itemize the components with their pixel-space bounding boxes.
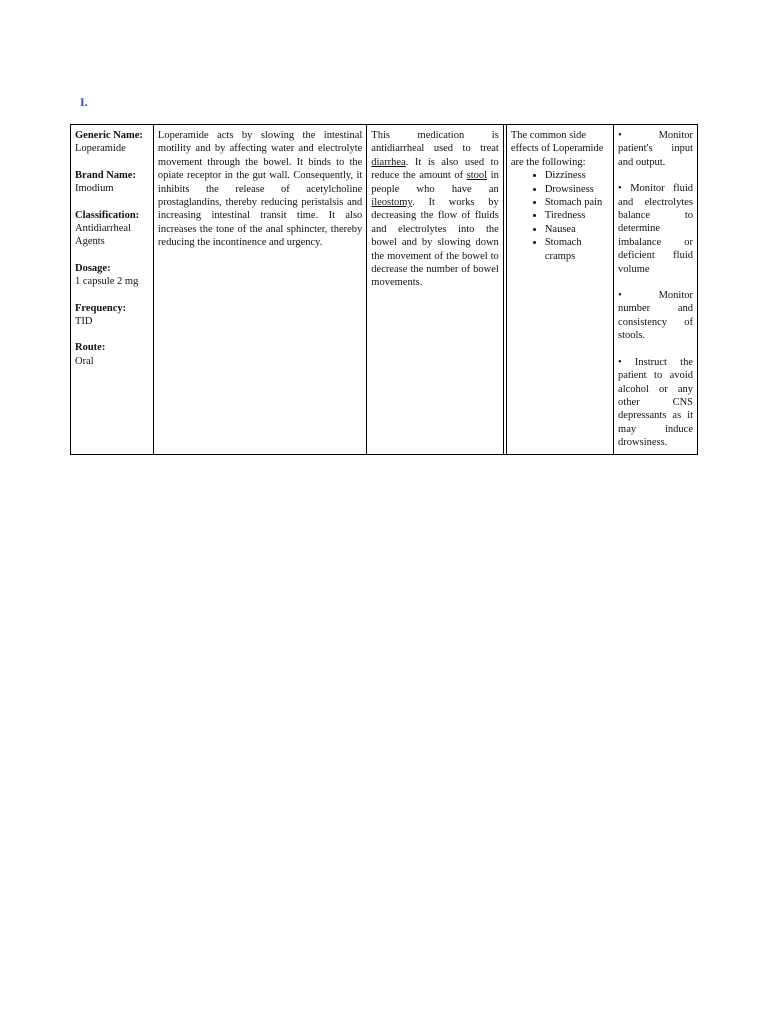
section-marker: I. (80, 95, 88, 109)
nursing-item: • Instruct the patient to avoid alcohol or any other CNS depressants as it may induce drowsiness. (618, 356, 693, 449)
generic-name-label: Generic Name: (75, 130, 143, 141)
brand-name-label: Brand Name: (75, 169, 136, 181)
mechanism-cell: Loperamide acts by slowing the intestinal motility and by affecting water and electrolyte movement through the bowel. It binds to the opiate receptor in the gut wall. Consequently, it inhibits the release of acetylcholine prostaglandins, thereby reducing peristalsis and increasing intestinal transit time. It also increases the tone of the anal sphincter, thereby reducing the incontinence and urgency. (153, 125, 366, 455)
list-item: • Tiredness (545, 209, 609, 222)
dosage-label: Dosage: (75, 262, 111, 274)
list-item: • Dizziness (545, 169, 609, 182)
list-item: • Stomach cramps (545, 236, 609, 263)
frequency-value: TID (75, 316, 93, 328)
side-effects-list (511, 169, 609, 263)
brand-name-value: Imodium (75, 183, 114, 195)
list-item: • Drowsiness (545, 183, 609, 196)
nursing-item: • Monitor patient's input and output. (618, 130, 693, 168)
nursing-item: • Monitor number and consistency of stools. (618, 290, 693, 342)
list-item: • Nausea (545, 223, 609, 236)
ileostomy-link[interactable]: ileostomy (371, 197, 413, 209)
diarrhea-link[interactable]: diarrhea (371, 156, 406, 168)
side-effects-intro: The common side effects of Loperamide are the following: (510, 130, 604, 168)
generic-name-value: Loperamide (75, 143, 126, 155)
route-value: Oral (75, 355, 94, 367)
side-effects-cell (506, 125, 613, 455)
indication-cell (367, 125, 504, 455)
indication-text: . It is also used to reduce the amount of (371, 156, 499, 182)
classification-value: Antidiarrheal Agents (75, 223, 131, 248)
frequency-label: Frequency: (75, 302, 127, 314)
table-row (71, 125, 698, 455)
list-item: • Stomach pain (545, 196, 609, 209)
indication-text: in people who have an (371, 170, 499, 195)
dosage-value: 1 capsule 2 mg (75, 276, 139, 288)
nursing-responsibilities-cell (614, 125, 698, 455)
nursing-item: • Monitor fluid and electrolytes balance to determine imbalance or deficient fluid volume (618, 183, 693, 275)
stool-link[interactable]: stool (466, 170, 488, 182)
indication-text: . It works by decreasing the flow of fluids and electrolytes into the bowel and by slowing down the movement of the bowel to decrease the number of bowel movements. (371, 197, 499, 289)
route-label: Route: (75, 342, 106, 354)
indication-text: This medication is antidiarrheal used to treat (371, 130, 499, 155)
classification-label: Classification: (75, 209, 140, 221)
drug-info-cell (71, 125, 154, 455)
drug-study-table (70, 124, 698, 455)
